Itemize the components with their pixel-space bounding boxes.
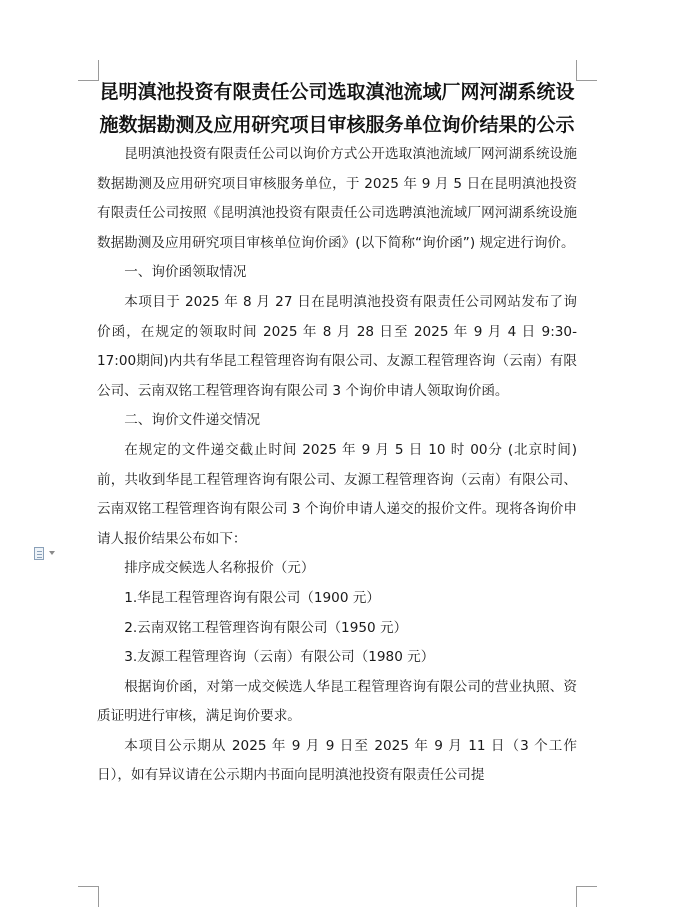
section-1-paragraph: 本项目于 2025 年 8 月 27 日在昆明滇池投资有限责任公司网站发布了询价函，在规定的领取时间 2025 年 8 月 28 日至 2025 年 9 月 4 日 9:30-17:00期间)内共有华昆工程管理咨询有限公司、友源工程管理咨询（云南）有限公司、云南双铭工程管理咨询有限公司 3 个询价申请人领取询价函。 — [97, 293, 577, 399]
title-line-2: 施数据勘测及应用研究项目审核服务单位询价结果的公示 — [99, 114, 575, 136]
ranking-item-3: 3.友源工程管理咨询（云南）有限公司（1980 元） — [124, 649, 435, 666]
publicity-paragraph: 本项目公示期从 2025 年 9 月 9 日至 2025 年 9 月 11 日（3 个工作日），如有异议请在公示期内书面向昆明滇池投资有限责任公司提 — [97, 737, 577, 784]
crop-mark-bottom-left — [78, 886, 99, 907]
ranking-item-1: 1.华昆工程管理咨询有限公司（1900 元） — [124, 589, 380, 606]
document-body — [97, 140, 577, 791]
document-options-icon[interactable] — [34, 547, 58, 563]
section-2-heading: 二、询价文件递交情况 — [124, 412, 261, 429]
ranking-item-2: 2.云南双铭工程管理咨询有限公司（1950 元） — [124, 619, 408, 636]
title-line-1: 昆明滇池投资有限责任公司选取滇池流域厂网河湖系统设 — [99, 81, 575, 103]
crop-mark-bottom-right — [576, 886, 597, 907]
document-icon — [34, 547, 44, 560]
ranking-header: 排序成交候选人名称报价（元） — [124, 560, 315, 577]
review-paragraph: 根据询价函，对第一成交候选人华昆工程管理咨询有限公司的营业执照、资质证明进行审核，满足询价要求。 — [97, 678, 577, 725]
intro-paragraph: 昆明滇池投资有限责任公司以询价方式公开选取滇池流域厂网河湖系统设施数据勘测及应用研究项目审核服务单位，于 2025 年 9 月 5 日在昆明滇池投资有限责任公司按照《昆明滇池投资有限责任公司选聘滇池流域厂网河湖系统设施数据勘测及应用研究项目审核单位询价函》(以下简称“询价函”) 规定进行询价。 — [97, 146, 577, 251]
dropdown-arrow-icon — [49, 551, 55, 555]
section-1-heading: 一、询价函领取情况 — [124, 264, 247, 281]
section-2-paragraph: 在规定的文件递交截止时间 2025 年 9 月 5 日 10 时 00分 (北京时间) 前，共收到华昆工程管理咨询有限公司、友源工程管理咨询（云南）有限公司、云南双铭工程管理咨询有限公司 3 个询价申请人递交的报价文件。现将各询价申请人报价结果公布如下： — [97, 441, 577, 547]
document-title — [90, 76, 584, 142]
